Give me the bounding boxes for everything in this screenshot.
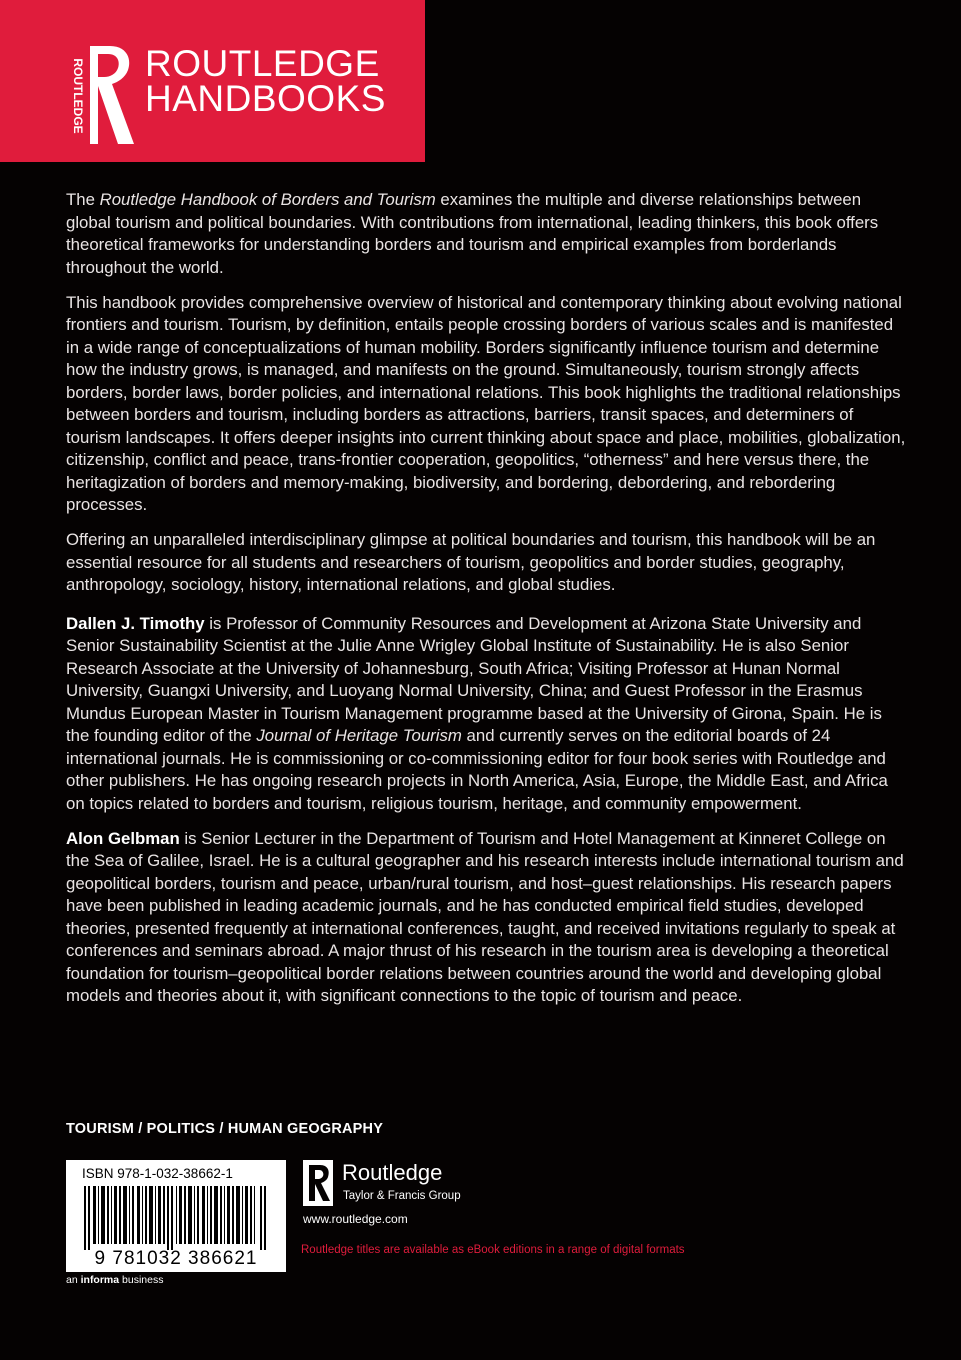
publisher-group: Taylor & Francis Group <box>343 1190 461 1202</box>
series-title-line2: HANDBOOKS <box>145 78 386 119</box>
description-paragraph-3: Offering an unparalleled interdisciplinary glimpse at political boundaries and tourism, this handbook will be an essential resource for all students and researchers of tourism, geopolitics and border studies, geography, anthropology, sociology, history, international relations, and global studies. <box>66 530 876 594</box>
informa-business-tag: an informa business <box>66 1274 164 1286</box>
series-banner <box>0 0 425 162</box>
barcode-digits: 9 781032 386621 <box>94 1248 258 1269</box>
publisher-name: Routledge <box>342 1160 443 1185</box>
subject-categories: TOURISM / POLITICS / HUMAN GEOGRAPHY <box>66 1121 384 1137</box>
informa-brand: informa <box>80 1274 120 1286</box>
series-title <box>145 43 386 119</box>
routledge-head-logo-icon <box>60 40 140 152</box>
description-paragraph-2: This handbook provides comprehensive overview of historical and contemporary thinking about evolving national frontiers and tourism. Tourism, by definition, entails people crossing borders of various scales and is manifested in a wide range of conceptualizations of human mobility. Borders significantly influence tourism and determine how the industry grows, is managed, and manifests on the ground. Simultaneously, tourism strongly affects borders, border laws, border policies, and international relations. This book highlights the traditional relationships between borders and tourism, including borders as attractions, barriers, transit spaces, and determiners of tourism landscapes. It offers deeper insights into current thinking about space and place, mobilities, globalization, citizenship, conflict and peace, trans-frontier cooperation, geopolitics, “otherness” and here versus there, the heritagization of borders and memory-making, biodiversity, and bordering, debordering, and rebordering processes. <box>66 292 906 514</box>
ebook-availability-note: Routledge titles are available as eBook editions in a range of digital formats <box>301 1244 685 1256</box>
journal-title: Journal of Heritage Tourism <box>256 726 462 745</box>
publisher-url-link[interactable]: www.routledge.com <box>303 1212 408 1226</box>
back-cover-text <box>66 189 906 1020</box>
author-name-2: Alon Gelbman <box>66 828 180 848</box>
isbn-barcode <box>66 1160 286 1272</box>
series-title-line1: ROUTLEDGE <box>145 43 380 84</box>
author-name-1: Dallen J. Timothy <box>66 613 205 633</box>
author-bio-2: Alon Gelbman is Senior Lecturer in the Department of Tourism and Hotel Management at Kinneret College on the Sea of Galilee, Israel. He is a cultural geographer and his research interests include international tourism and geopolitical borders, tourism and peace, urban/rural tourism, and host–guest relationships. His research papers have been published in leading academic journals, and he has conducted empirical field studies, developed theories, presented frequently at international conferences, taught, and received invitations regularly to speak at conferences and seminars abroad. A major thrust of his research in the tourism area is developing a theoretical foundation for tourism–geopolitical border relations between countries around the world and developing global models and theories about it, with significant connections to the topic of tourism and peace. <box>66 828 904 1005</box>
routledge-r-logo-icon <box>303 1160 333 1206</box>
logo-vertical-text: ROUTLEDGE <box>71 58 85 134</box>
isbn-label: ISBN 978-1-032-38662-1 <box>82 1166 233 1181</box>
description-paragraph-1: The Routledge Handbook of Borders and Tourism examines the multiple and diverse relationships between global tourism and political boundaries. With contributions from international, leading thinkers, this book offers theoretical frameworks for understanding borders and tourism and empirical examples from borderlands throughout the world. <box>66 190 879 277</box>
author-bio-1: Dallen J. Timothy is Professor of Community Resources and Development at Arizona State University and Senior Sustainability Scientist at the Julie Anne Wrigley Global Institute of Sustainability. He is also Senior Research Associate at the University of Johannesburg, South Africa; Visiting Professor at Hunan Normal University, Guangxi University, and Luoyang Normal University, China; and Guest Professor in the Erasmus Mundus European Master in Tourism Management programme based at the University of Girona, Spain. He is the founding editor of the Journal of Heritage Tourism and currently serves on the editorial boards of 24 international journals. He is commissioning or co-commissioning editor for four book series with Routledge and other publishers. He has ongoing research projects in North America, Asia, Europe, the Middle East, and Africa on topics related to borders and tourism, religious tourism, heritage, and community empowerment. <box>66 613 888 813</box>
book-title: Routledge Handbook of Borders and Tourism <box>99 190 436 209</box>
barcode-bars-icon <box>84 1186 270 1250</box>
